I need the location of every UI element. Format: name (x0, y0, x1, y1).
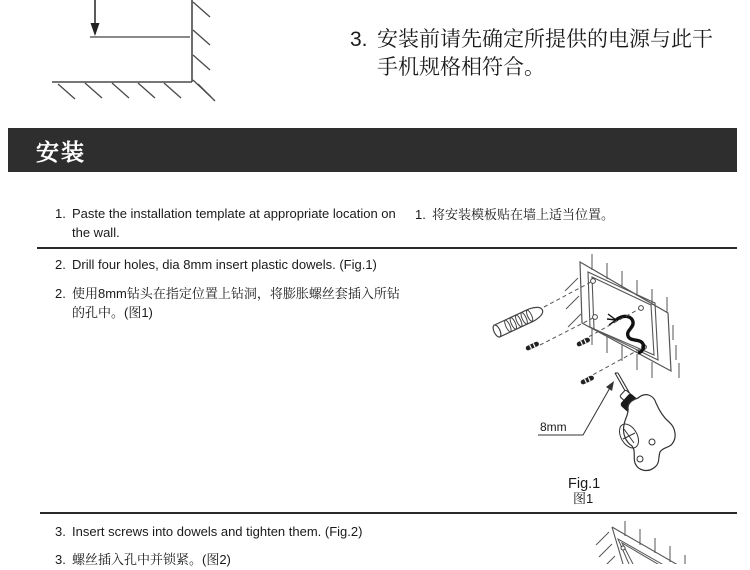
step-text-line: Drill four holes, dia 8mm insert plastic dowels. (Fig.1) (72, 257, 377, 272)
drill-size-label: 8mm (540, 420, 567, 434)
drill (615, 373, 675, 470)
plastic-dowel-small (525, 341, 540, 351)
step-number: 1. (55, 206, 66, 221)
step-text-line: Paste the installation template at appropriate location on (72, 206, 396, 221)
step-number: 3. (55, 524, 66, 539)
step1-chinese (415, 206, 735, 225)
wall-floor-corner (52, 0, 192, 82)
step-number: 1. (415, 207, 426, 222)
wall-hatching-left (596, 532, 615, 564)
step-text-line: 螺丝插入孔中并锁紧。(图2) (72, 552, 231, 567)
step-text-line: 的孔中。(图1) (72, 304, 153, 320)
step3-chinese (55, 551, 485, 570)
down-arrow-icon (91, 0, 100, 36)
step-text (72, 256, 377, 275)
plastic-dowel-large (492, 304, 546, 338)
mounting-height-diagram (40, 0, 240, 112)
step-text-line: Insert screws into dowels and tighten them. (Fig.2) (72, 524, 363, 539)
step-text-line: 将安装模板贴在墙上适当位置。 (432, 207, 615, 222)
wall-hatching-top (625, 521, 685, 564)
intro-step-number: 3. (350, 28, 368, 51)
step-text (72, 205, 396, 242)
section-banner (8, 128, 737, 172)
step1-english (55, 205, 415, 242)
step-number: 2. (55, 257, 66, 272)
step2-english (55, 256, 455, 275)
figure2-fragment (585, 518, 740, 564)
template-hole (621, 546, 625, 550)
section-banner-title: 安装 (36, 138, 86, 165)
step-text (72, 523, 362, 542)
step-number: 3. (55, 552, 66, 567)
figure1-caption-en: Fig.1 (568, 476, 601, 492)
intro-step-text (377, 26, 713, 82)
step-text (72, 285, 400, 322)
intro-step-line1: 安装前请先确定所提供的电源与此干 (377, 28, 713, 51)
power-cable (607, 314, 644, 353)
alignment-dashed-lines (540, 282, 642, 378)
wall-hatching-top (592, 254, 667, 313)
template-corner (618, 539, 685, 564)
intro-step-line2: 手机规格相符合。 (377, 56, 545, 79)
plastic-dowel-small (580, 375, 595, 385)
drill-body (623, 395, 675, 471)
figure1-caption-zh: 图1 (573, 491, 594, 506)
intro-step-3 (350, 26, 713, 82)
figure1-drilling-illustration (480, 250, 750, 512)
step2-chinese (55, 285, 455, 322)
wall-hatching (193, 2, 215, 101)
step-text (432, 206, 614, 225)
step-text (72, 551, 231, 570)
callout-arrowhead (606, 381, 614, 391)
floor-hatching (58, 83, 181, 99)
divider-rule-2 (40, 512, 737, 514)
step-text-line: 使用8mm钻头在指定位置上钻洞，将膨胀螺丝套插入所钻 (72, 286, 400, 301)
step-text-line: the wall. (72, 224, 120, 240)
step3-english (55, 523, 485, 542)
plastic-dowel-small (576, 337, 591, 347)
divider-rule-1 (37, 247, 737, 249)
drill-size-callout (538, 381, 614, 435)
wall-hatching-left (565, 278, 581, 327)
step-number: 2. (55, 286, 66, 301)
